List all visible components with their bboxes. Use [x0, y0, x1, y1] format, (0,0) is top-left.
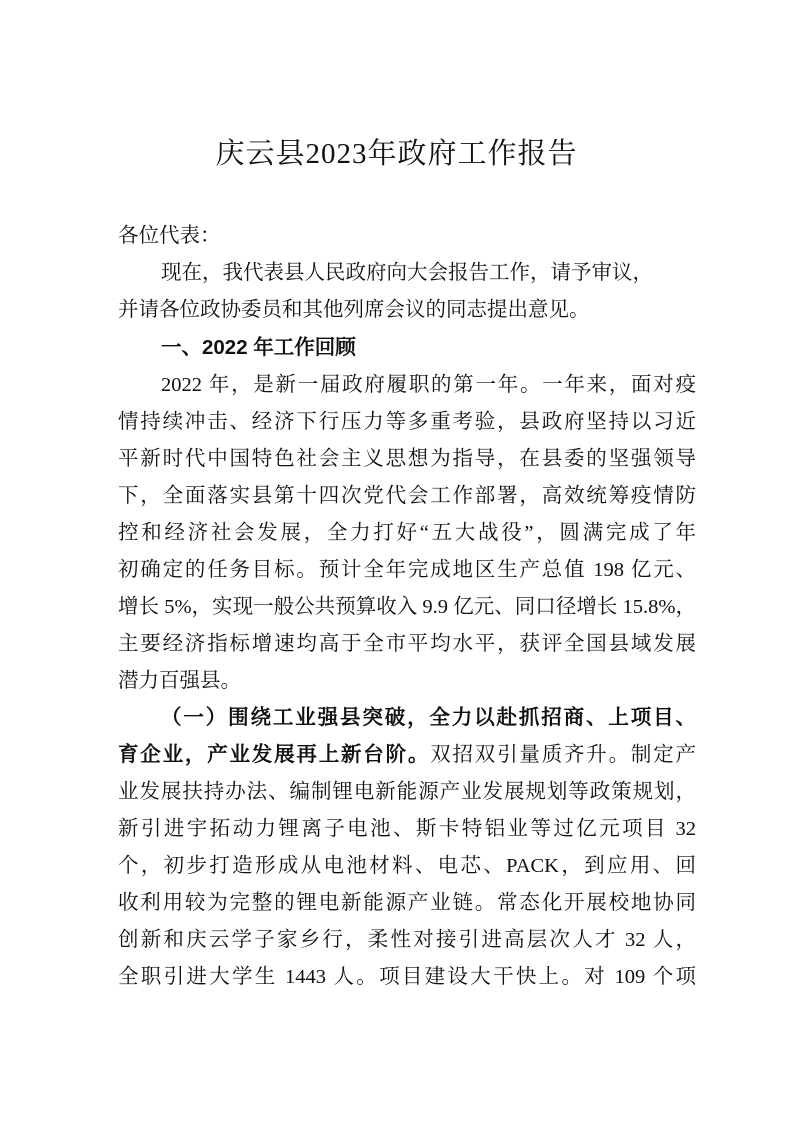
text-line	[118, 515, 696, 552]
paragraph-text: 增长 5%，实现一般公共预算收入 9.9 亿元、同口径增长 15.8%，	[118, 596, 696, 618]
paragraph-text: 各位代表：	[118, 225, 221, 247]
text-line	[118, 626, 696, 663]
section-heading: 一、2022 年工作回顾	[161, 336, 356, 359]
text-line	[118, 885, 696, 922]
paragraph-text: 下，全面落实县第十四次党代会工作部署，高效统筹疫情防	[118, 485, 696, 507]
paragraph-text: 创新和庆云学子家乡行，柔性对接引进高层次人才 32 人，	[118, 929, 696, 951]
subsection-heading: 育企业，产业发展再上新台阶。	[118, 744, 431, 766]
document-body	[118, 218, 696, 996]
text-line	[118, 774, 696, 811]
text-line	[118, 552, 696, 589]
text-line	[118, 329, 696, 367]
text-line	[118, 255, 696, 292]
text-line	[118, 959, 696, 996]
text-line	[118, 441, 696, 478]
text-line	[118, 737, 696, 774]
paragraph-text: 初确定的任务目标。预计全年完成地区生产总值 198 亿元、	[118, 559, 696, 581]
paragraph-text: 情持续冲击、经济下行压力等多重考验，县政府坚持以习近	[118, 411, 696, 433]
text-line	[118, 404, 696, 441]
text-line	[118, 218, 696, 255]
paragraph-text: 业发展扶持办法、编制锂电新能源产业发展规划等政策规划，	[118, 781, 696, 803]
paragraph-text: 个，初步打造形成从电池材料、电芯、PACK，到应用、回	[118, 855, 696, 877]
text-line	[118, 367, 696, 404]
paragraph-text: 收利用较为完整的锂电新能源产业链。常态化开展校地协同	[118, 892, 696, 914]
paragraph-text: 并请各位政协委员和其他列席会议的同志提出意见。	[118, 299, 590, 321]
text-line	[118, 478, 696, 515]
paragraph-text: 平新时代中国特色社会主义思想为指导，在县委的坚强领导	[118, 448, 696, 470]
paragraph-text: 控和经济社会发展，全力打好“五大战役”，圆满完成了年	[118, 522, 696, 544]
text-line	[118, 848, 696, 885]
text-line	[118, 811, 696, 848]
paragraph-text: 双招双引量质齐升。制定产	[430, 744, 697, 766]
paragraph-text: 全职引进大学生 1443 人。项目建设大干快上。对 109 个项	[118, 966, 696, 988]
paragraph-text: 2022 年，是新一届政府履职的第一年。一年来，面对疫	[161, 374, 696, 396]
document-title: 庆云县2023年政府工作报告	[215, 138, 578, 170]
paragraph-text: 潜力百强县。	[118, 670, 241, 692]
paragraph-text: 现在，我代表县人民政府向大会报告工作，请予审议，	[161, 262, 653, 284]
paragraph-text: 新引进宇拓动力锂离子电池、斯卡特铝业等过亿元项目 32	[118, 818, 696, 840]
paragraph-text: 主要经济指标增速均高于全市平均水平，获评全国县域发展	[118, 633, 696, 655]
subsection-heading: （一）围绕工业强县突破，全力以赴抓招商、上项目、	[161, 707, 696, 729]
text-line	[118, 700, 696, 737]
text-line	[118, 292, 696, 329]
text-line	[118, 922, 696, 959]
text-line	[118, 663, 696, 700]
text-line	[118, 589, 696, 626]
